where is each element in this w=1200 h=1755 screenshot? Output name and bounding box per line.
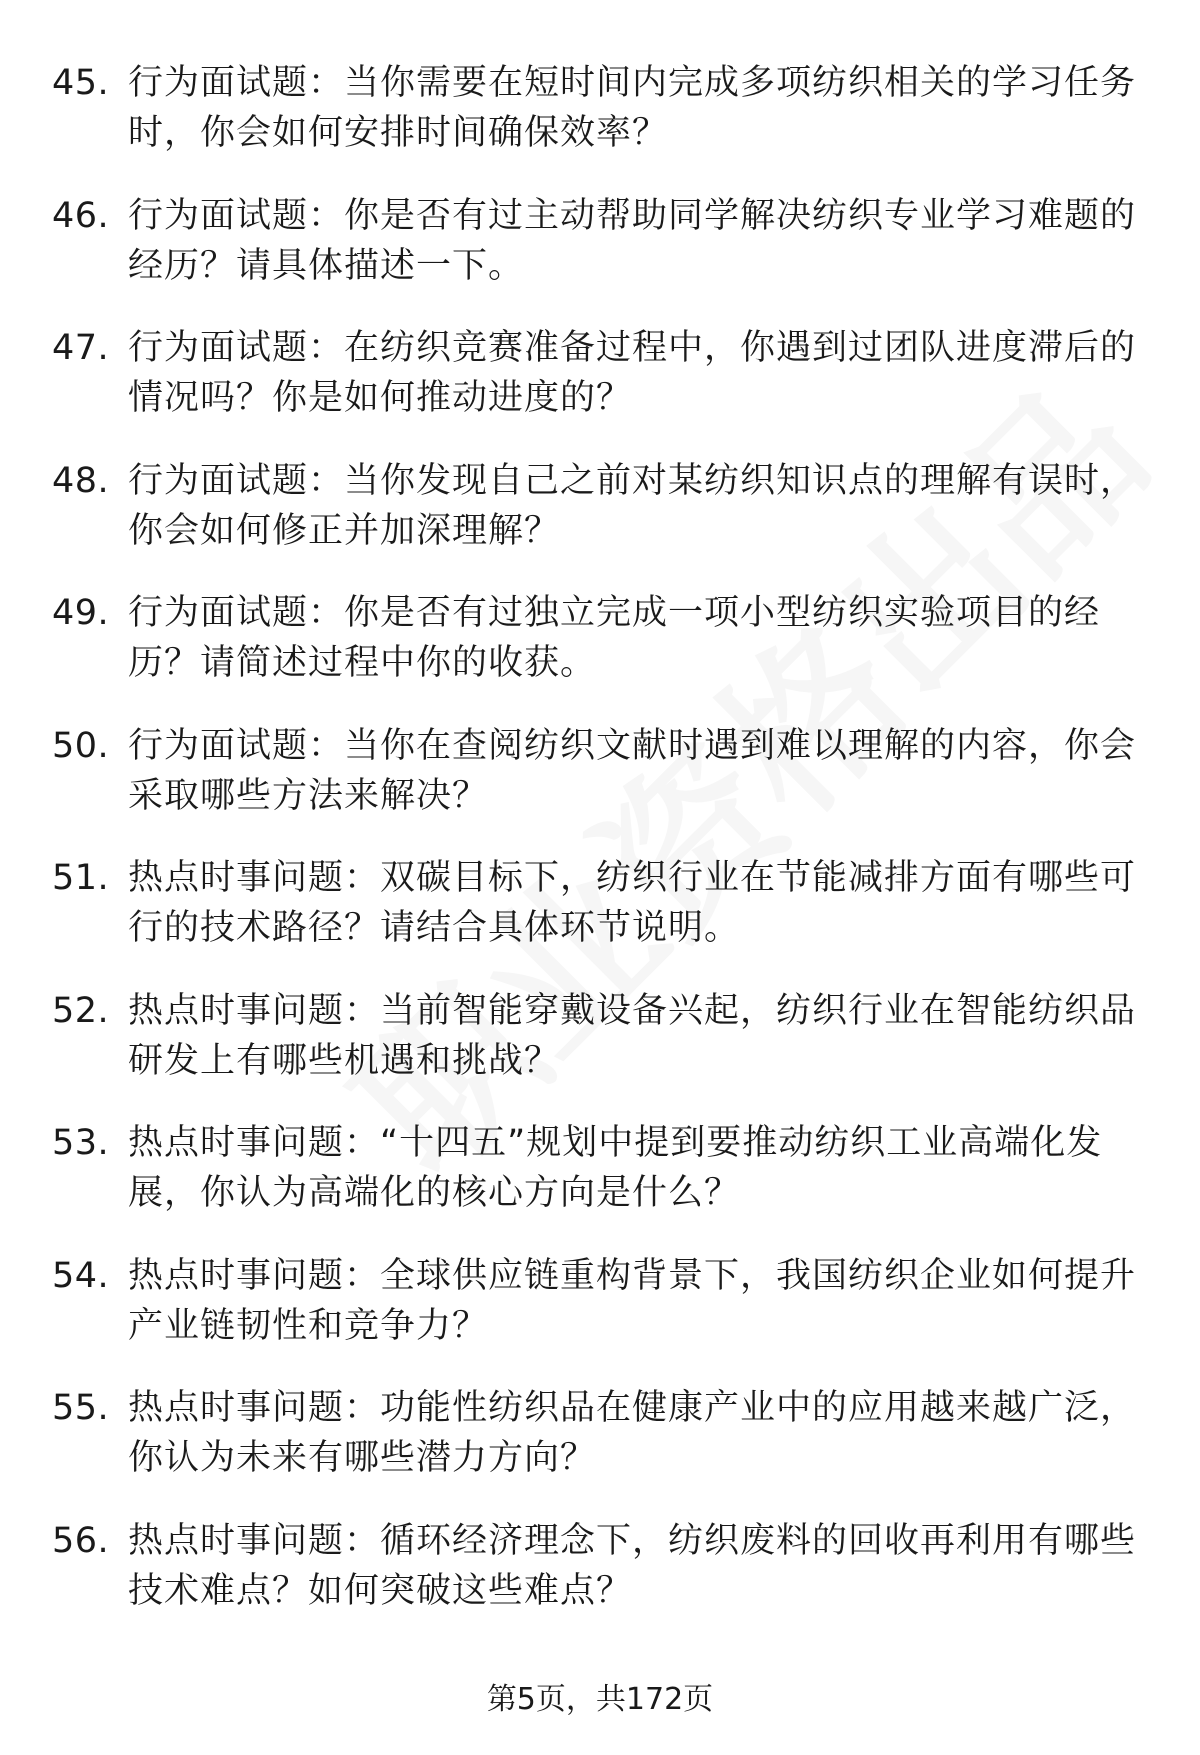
list-item — [52, 986, 1152, 1119]
question-text: 行为面试题：你是否有过独立完成一项小型纺织实验项目的经历？请简述过程中你的收获。 — [128, 593, 1101, 683]
question-text: 热点时事问题：当前智能穿戴设备兴起，纺织行业在智能纺织品研发上有哪些机遇和挑战？ — [128, 990, 1137, 1081]
question-number: 47. — [52, 328, 110, 368]
list-item — [52, 588, 1152, 721]
question-text: 行为面试题：当你发现自己之前对某纺织知识点的理解有误时，你会如何修正并加深理解？ — [128, 460, 1137, 551]
list-item — [52, 58, 1152, 191]
question-text: 热点时事问题：全球供应链重构背景下，我国纺织企业如何提升产业链韧性和竞争力？ — [128, 1255, 1137, 1346]
question-number: 53. — [52, 1123, 110, 1163]
list-item — [52, 323, 1152, 456]
list-item — [52, 853, 1152, 986]
list-item — [52, 1383, 1152, 1516]
question-number: 49. — [52, 593, 110, 633]
question-text: 行为面试题：当你需要在短时间内完成多项纺织相关的学习任务时，你会如何安排时间确保效率？ — [128, 63, 1137, 153]
question-text: 热点时事问题：“十四五”规划中提到要推动纺织工业高端化发展，你认为高端化的核心方向是什么？ — [128, 1123, 1103, 1213]
question-number: 52. — [52, 990, 110, 1031]
question-number: 45. — [52, 63, 110, 103]
question-text: 行为面试题：当你在查阅纺织文献时遇到难以理解的内容，你会采取哪些方法来解决？ — [128, 725, 1137, 816]
question-text: 行为面试题：在纺织竞赛准备过程中，你遇到过团队进度滞后的情况吗？你是如何推动进度的？ — [128, 328, 1137, 418]
list-item — [52, 1251, 1152, 1384]
question-number: 51. — [52, 858, 110, 898]
list-item — [52, 456, 1152, 589]
question-number: 56. — [52, 1520, 110, 1561]
list-item — [52, 191, 1152, 324]
question-text: 行为面试题：你是否有过主动帮助同学解决纺织专业学习难题的经历？请具体描述一下。 — [128, 195, 1137, 286]
question-text: 热点时事问题：功能性纺织品在健康产业中的应用越来越广泛，你认为未来有哪些潜力方向？ — [128, 1388, 1137, 1478]
question-number: 55. — [52, 1388, 110, 1428]
list-item — [52, 1516, 1152, 1649]
question-list — [52, 58, 1152, 1648]
page-number-footer: 第5页，共172页 — [486, 1682, 714, 1717]
list-item — [52, 1118, 1152, 1251]
question-text: 热点时事问题：循环经济理念下，纺织废料的回收再利用有哪些技术难点？如何突破这些难点？ — [128, 1520, 1137, 1611]
question-number: 54. — [52, 1255, 110, 1296]
question-number: 46. — [52, 195, 110, 236]
question-number: 48. — [52, 460, 110, 501]
question-number: 50. — [52, 725, 110, 766]
list-item — [52, 721, 1152, 854]
question-text: 热点时事问题：双碳目标下，纺织行业在节能减排方面有哪些可行的技术路径？请结合具体环节说明。 — [128, 858, 1137, 948]
